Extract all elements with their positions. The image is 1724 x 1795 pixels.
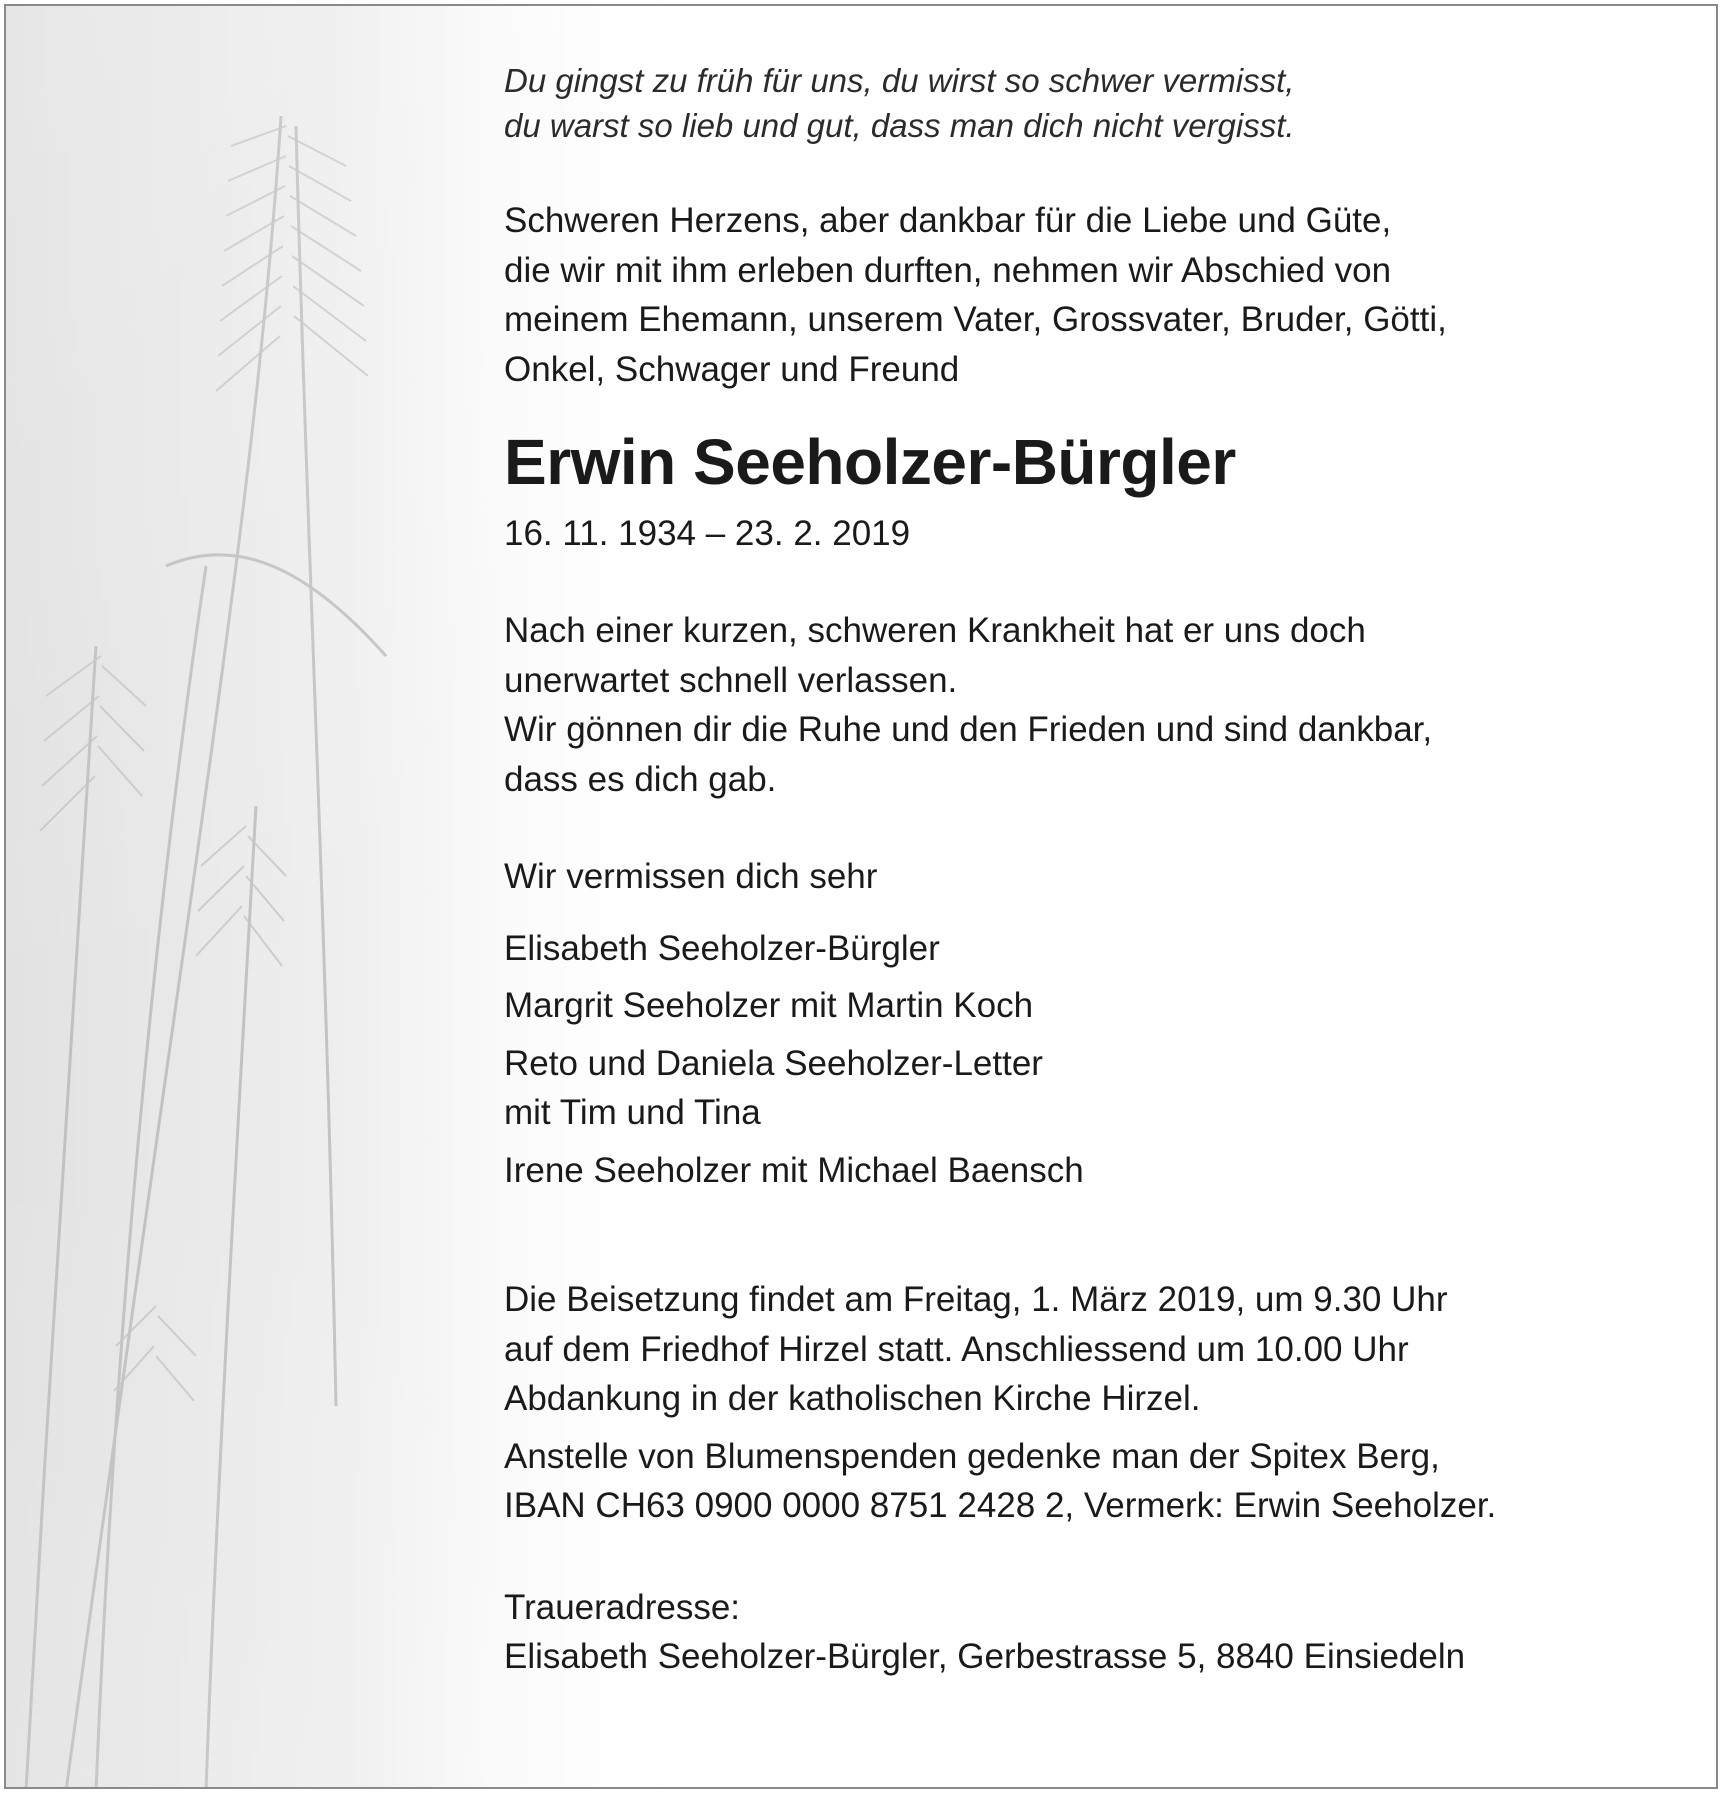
address-label: Traueradresse: [504, 1587, 741, 1627]
address-line: Elisabeth Seeholzer-Bürgler, Gerbestrasse 5, 8840 Einsiedeln [504, 1637, 1466, 1676]
intro-line: Onkel, Schwager und Freund [504, 349, 960, 389]
family-member [504, 1039, 1684, 1138]
funeral-line: Abdankung in der katholischen Kirche Hirzel. [504, 1379, 1201, 1418]
family-member-line: Margrit Seeholzer mit Martin Koch [504, 986, 1034, 1025]
family-list [504, 924, 1684, 1196]
family-member-line: Reto und Daniela Seeholzer-Letter [504, 1043, 1043, 1083]
family-member-line: Irene Seeholzer mit Michael Baensch [504, 1150, 1084, 1190]
donation-line: Anstelle von Blumenspenden gedenke man der Spitex Berg, [504, 1436, 1440, 1476]
message-line: Wir gönnen dir die Ruhe und den Frieden und sind dankbar, [504, 710, 1433, 749]
notice-content [504, 58, 1684, 1682]
message-line: dass es dich gab. [504, 759, 777, 799]
family-member [504, 981, 1684, 1031]
deceased-name: Erwin Seeholzer-Bürgler [504, 426, 1236, 498]
family-member [504, 1146, 1684, 1196]
intro-line: die wir mit ihm erleben durften, nehmen wir Abschied von [504, 250, 1392, 290]
funeral-line: auf dem Friedhof Hirzel statt. Anschliessend um 10.00 Uhr [504, 1329, 1409, 1369]
miss-line: Wir vermissen dich sehr [504, 857, 878, 896]
verse-line: Du gingst zu früh für uns, du wirst so schwer vermisst, [504, 62, 1295, 99]
mourning-address [504, 1583, 1684, 1682]
family-member-line: Elisabeth Seeholzer-Bürgler [504, 928, 940, 968]
family-member [504, 924, 1684, 974]
family-member-line: mit Tim und Tina [504, 1093, 761, 1132]
donation-line: IBAN CH63 0900 0000 8751 2428 2, Vermerk: Erwin Seeholzer. [504, 1486, 1497, 1525]
memorial-verse [504, 58, 1684, 148]
life-dates: 16. 11. 1934 – 23. 2. 2019 [504, 514, 911, 553]
donation-info [504, 1432, 1684, 1531]
message-paragraph [504, 606, 1684, 804]
message-line: unerwartet schnell verlassen. [504, 660, 958, 700]
intro-paragraph [504, 196, 1684, 394]
intro-line: Schweren Herzens, aber dankbar für die Liebe und Güte, [504, 201, 1392, 240]
obituary-notice [4, 4, 1718, 1789]
funeral-line: Die Beisetzung findet am Freitag, 1. März 2019, um 9.30 Uhr [504, 1280, 1448, 1319]
intro-line: meinem Ehemann, unserem Vater, Grossvater, Bruder, Götti, [504, 300, 1447, 339]
funeral-info [504, 1275, 1684, 1424]
message-line: Nach einer kurzen, schweren Krankheit hat er uns doch [504, 611, 1366, 650]
verse-line: du warst so lieb und gut, dass man dich nicht vergisst. [504, 107, 1295, 144]
